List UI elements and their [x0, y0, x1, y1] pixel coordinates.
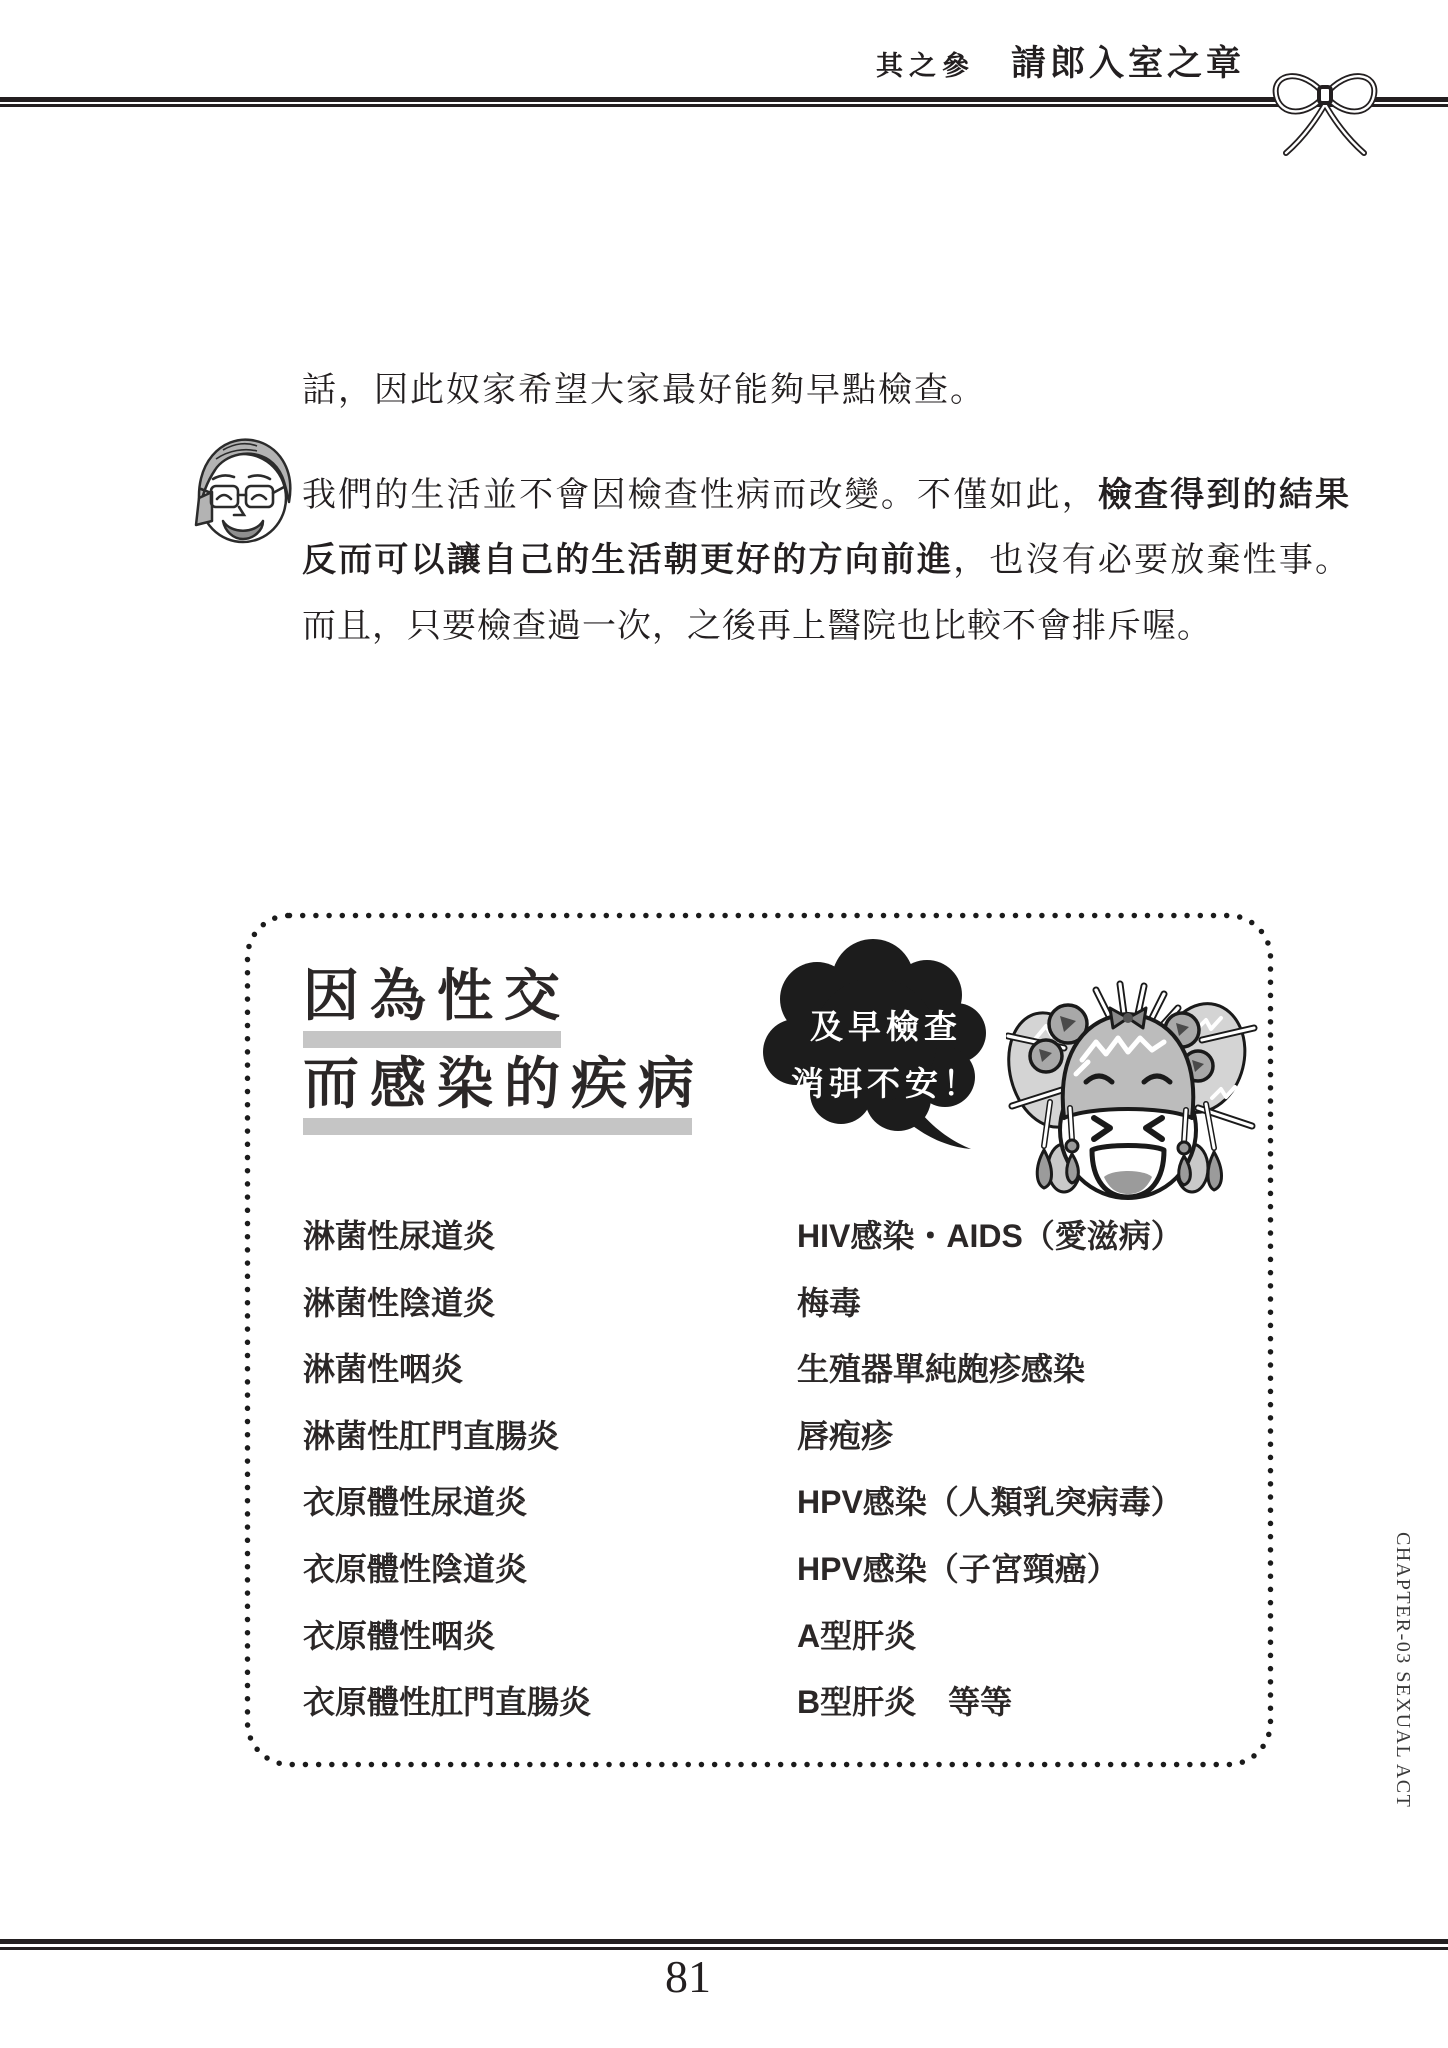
disease-list-right	[797, 1203, 1183, 1736]
disease-list-item: 淋菌性尿道炎	[303, 1218, 496, 1254]
disease-list-item: 淋菌性咽炎	[303, 1351, 464, 1388]
bottom-rule-thick	[0, 1939, 1448, 1944]
advice-text-bold: 檢查得到的結果反而可以讓自己的生活朝更好的方向前進	[302, 476, 1351, 580]
disease-list-item: HIV感染・AIDS（愛滋病）	[797, 1218, 1183, 1254]
disease-list-item: 淋菌性陰道炎	[303, 1284, 496, 1321]
disease-list-item: 淋菌性肛門直腸炎	[303, 1417, 560, 1454]
title-highlight-bar	[303, 1031, 561, 1048]
disease-list-item: A型肝炎	[797, 1617, 917, 1654]
speech-bubble-text	[782, 998, 990, 1112]
advice-paragraph	[302, 463, 1350, 659]
disease-info-box	[242, 910, 1276, 1770]
disease-list-item: 生殖器單純皰疹感染	[797, 1351, 1086, 1388]
chapter-title: 請郎入室之章	[1010, 44, 1245, 83]
disease-list-item: HPV感染（子宮頸癌）	[797, 1550, 1119, 1587]
advisor-face-icon	[183, 428, 299, 550]
box-title-line2: 而感染的疾病	[303, 1052, 705, 1115]
disease-list-item: 衣原體性陰道炎	[303, 1550, 528, 1587]
side-chapter-label: CHAPTER-03 SEXUAL ACT	[1392, 1532, 1414, 1809]
box-title-line1: 因為性交	[303, 964, 571, 1027]
disease-list-item: 衣原體性尿道炎	[303, 1484, 528, 1521]
body-text-line: 話，因此奴家希望大家最好能夠早點檢查。	[302, 372, 986, 409]
bubble-line2: 消弭不安！	[791, 1065, 981, 1102]
advice-text-regular: ，也沒有必要放棄性事。而且，只要檢查過一次，之後再上醫院也比較不會排斥喔。	[302, 542, 1351, 645]
page-number: 81	[665, 1951, 711, 2002]
top-rule-thin	[0, 104, 1448, 107]
mizuhiki-bow-icon	[1268, 48, 1382, 156]
chapter-number-label: 其之參	[875, 51, 975, 81]
chapter-header	[876, 36, 1245, 86]
disease-list-item: 梅毒	[797, 1284, 862, 1321]
disease-list-item: 衣原體性咽炎	[303, 1617, 496, 1654]
disease-list-item: 唇疱疹	[797, 1417, 894, 1454]
bubble-line1: 及早檢查	[810, 1008, 962, 1045]
disease-list-item: B型肝炎 等等	[797, 1684, 1013, 1721]
disease-list-item: 衣原體性肛門直腸炎	[303, 1684, 592, 1721]
disease-list-item: HPV感染（人類乳突病毒）	[797, 1484, 1183, 1521]
disease-list-left	[303, 1203, 591, 1736]
advice-text-regular: 我們的生活並不會因檢查性病而改變。不僅如此，	[302, 477, 1098, 514]
title-highlight-bar	[303, 1118, 692, 1135]
top-rule-thick	[0, 97, 1448, 102]
